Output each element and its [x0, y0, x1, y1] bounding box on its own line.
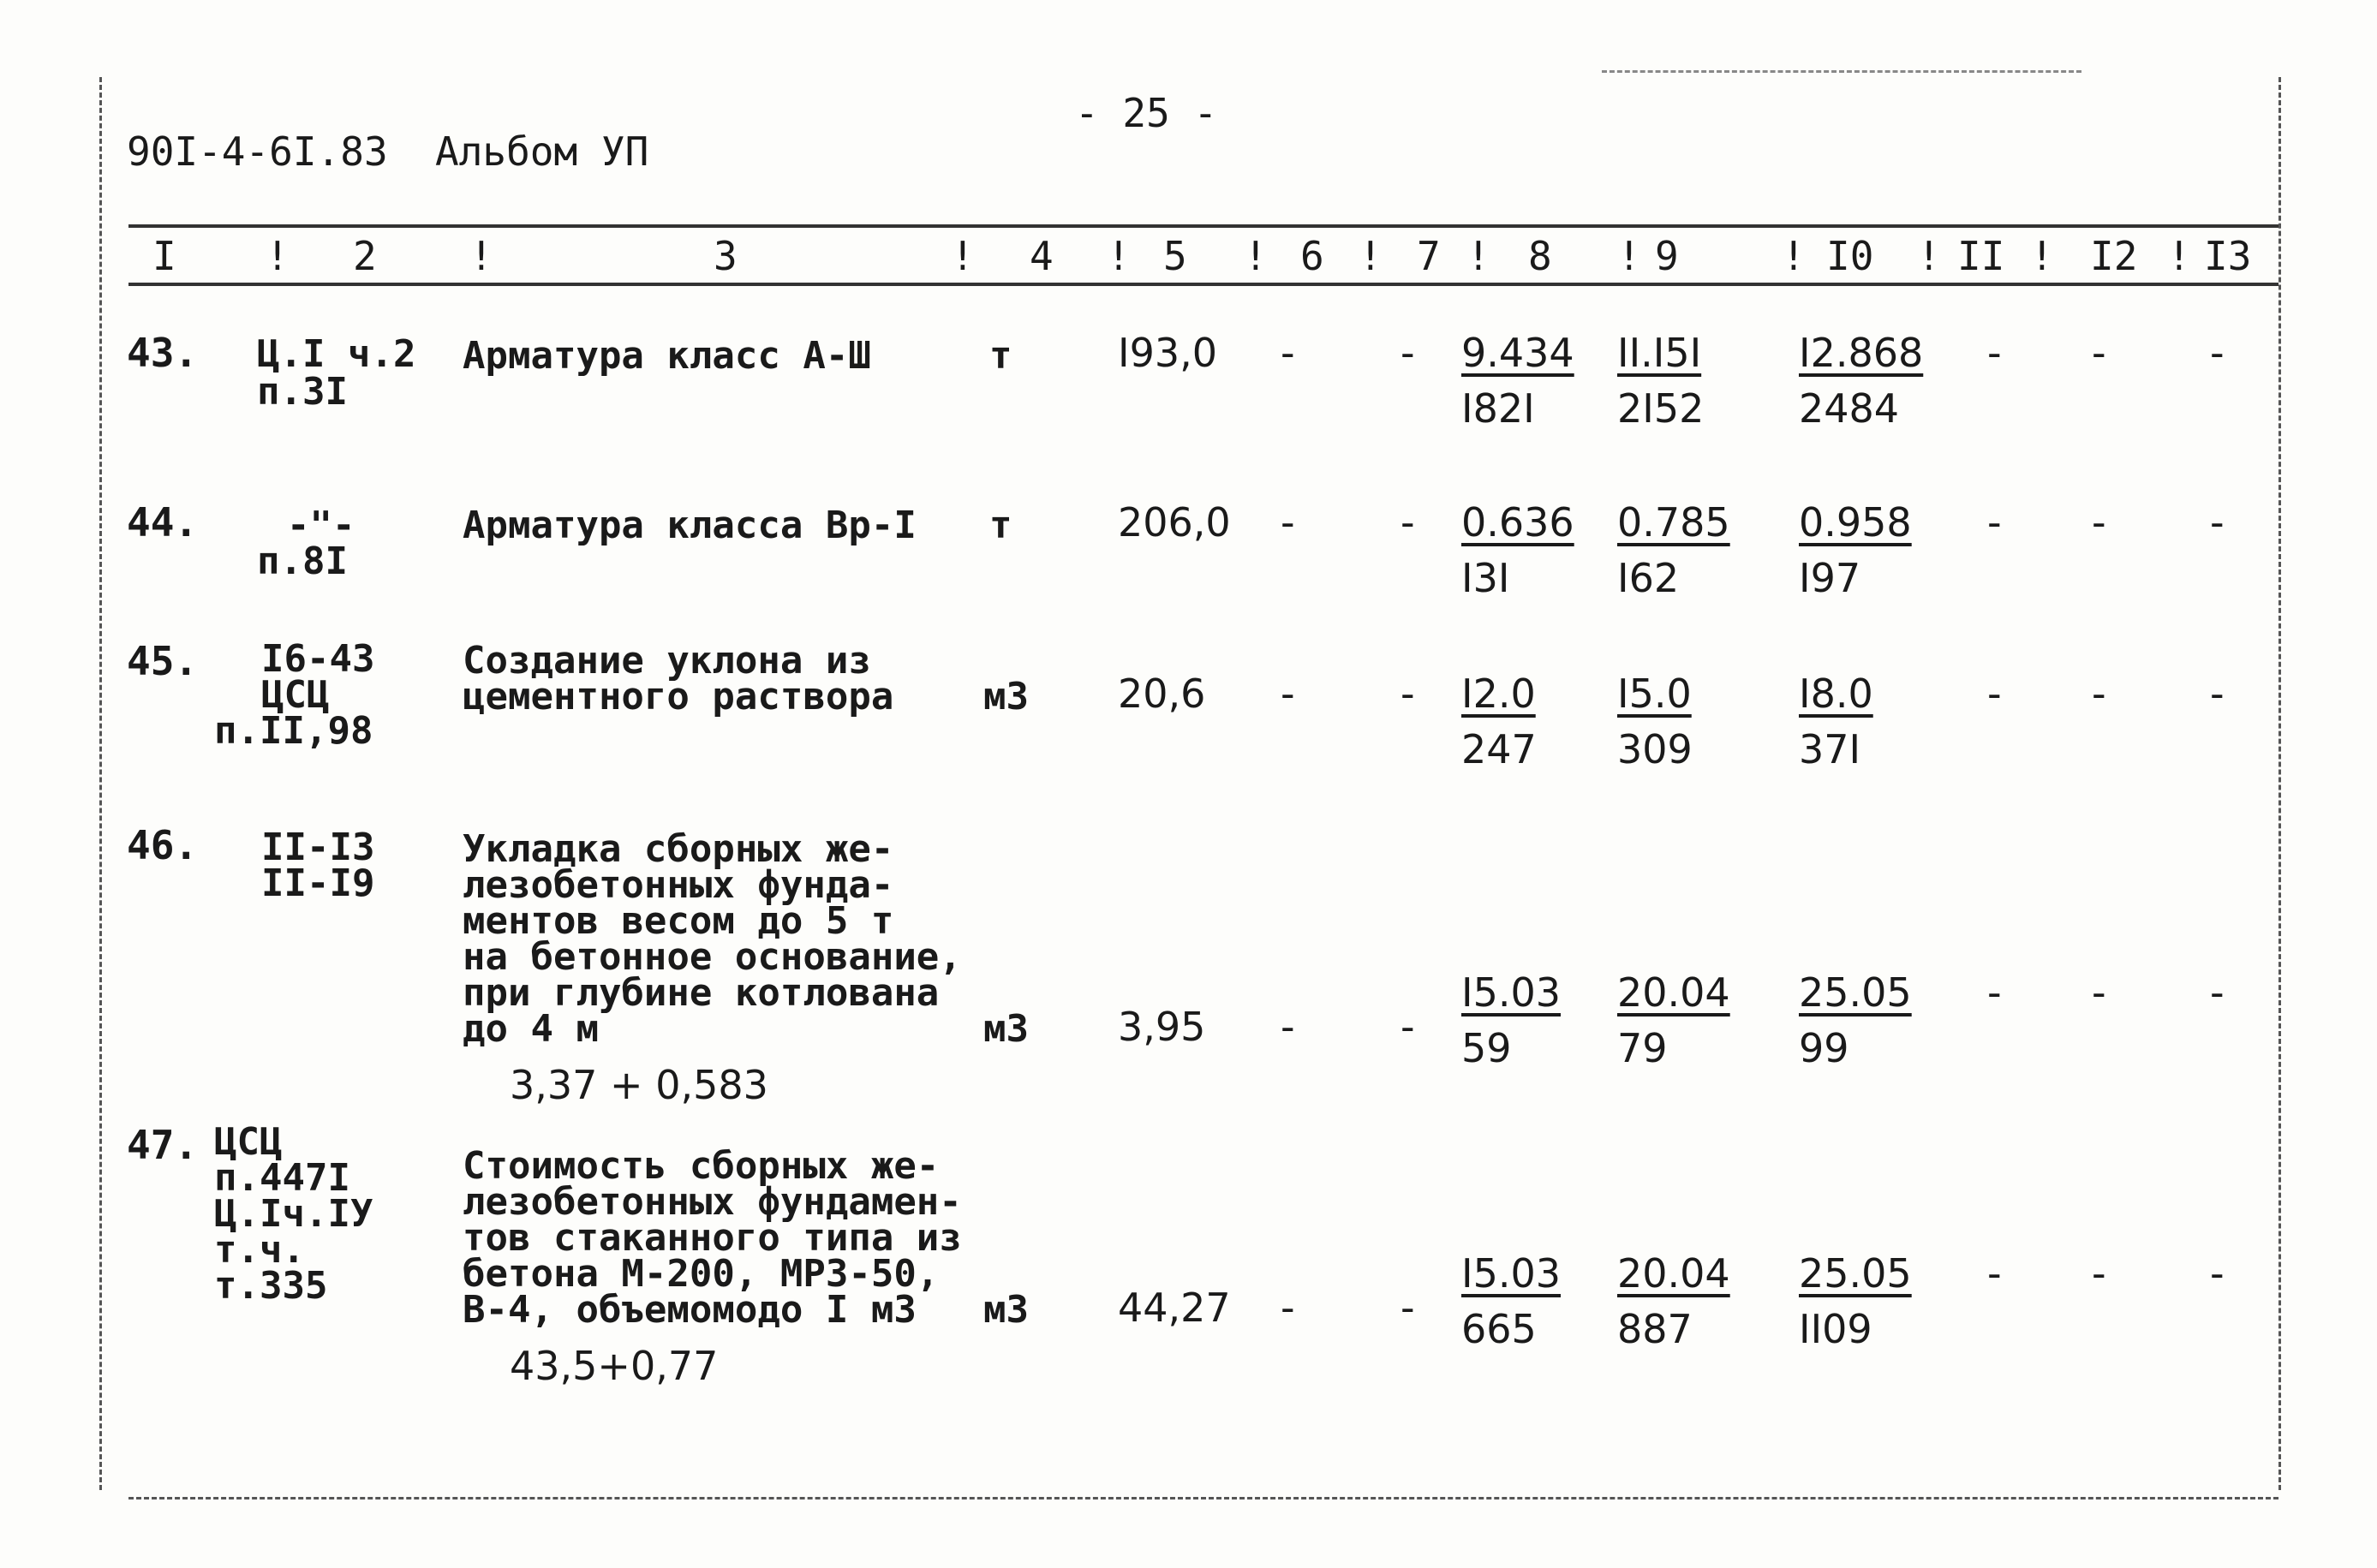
row-quantity: 3,95 — [1118, 1004, 1206, 1050]
col-divider: ! — [951, 233, 975, 279]
col-header-10: I0 — [1826, 233, 1874, 279]
row-col10-sum: I97 — [1799, 555, 1861, 601]
col-divider: ! — [2030, 233, 2054, 279]
row-unit: м3 — [983, 1288, 1029, 1332]
row-col10-sum: II09 — [1799, 1306, 1872, 1352]
row-ref-line: Ц.Iч.IУ — [214, 1192, 373, 1236]
row-col6: - — [1281, 671, 1295, 717]
row-ref-line: ЦСЦ — [261, 673, 330, 717]
row-col9-sum: 309 — [1617, 726, 1693, 772]
row-formula: 3,37 + 0,583 — [510, 1062, 768, 1108]
row-description-line: ментов весом до 5 т — [463, 899, 894, 943]
row-col12: - — [2092, 1250, 2106, 1297]
col-divider: ! — [1244, 233, 1268, 279]
row-quantity: 206,0 — [1118, 499, 1231, 546]
row-col11: - — [1987, 499, 2002, 546]
row-col11: - — [1987, 330, 2002, 376]
col-header-3: 3 — [714, 233, 738, 279]
row-unit: т — [989, 504, 1012, 547]
row-col13: - — [2210, 671, 2225, 717]
row-col13: - — [2210, 499, 2225, 546]
row-ref-line: п.II,98 — [214, 709, 373, 753]
row-ref-line: п.8I — [257, 540, 348, 583]
row-description-line: Стоимость сборных же- — [463, 1144, 940, 1188]
row-quantity: 44,27 — [1118, 1285, 1231, 1331]
row-col8-value: I5.03 — [1461, 969, 1561, 1016]
row-number: 43. — [127, 330, 199, 376]
row-col6: - — [1281, 1285, 1295, 1331]
row-col8-sum: I82I — [1461, 385, 1535, 432]
col-divider: ! — [1782, 233, 1806, 279]
page-number: - 25 - — [1075, 90, 1218, 136]
row-description-line: до 4 м — [463, 1007, 599, 1051]
row-col12: - — [2092, 330, 2106, 376]
row-ref-line: II-I9 — [261, 862, 375, 905]
col-divider: ! — [469, 233, 493, 279]
row-col9-value: 0.785 — [1617, 499, 1730, 546]
row-number: 47. — [127, 1122, 199, 1168]
row-col6: - — [1281, 330, 1295, 376]
row-ref-line: п.3I — [257, 370, 348, 414]
row-description-line: при глубине котлована — [463, 971, 940, 1015]
row-unit: м3 — [983, 1007, 1029, 1051]
album-label: Альбом УП — [435, 128, 649, 175]
row-col10-sum: 2484 — [1799, 385, 1900, 432]
row-col10-value: I8.0 — [1799, 671, 1873, 717]
row-col12: - — [2092, 671, 2106, 717]
row-col7: - — [1401, 330, 1415, 376]
bottom-border-line — [128, 1497, 2278, 1499]
col-header-13: I3 — [2204, 233, 2252, 279]
row-ref-line: п.447I — [214, 1156, 350, 1200]
row-col9-value: I5.0 — [1617, 671, 1692, 717]
row-col11: - — [1987, 969, 2002, 1016]
row-col8-sum: 665 — [1461, 1306, 1537, 1352]
row-col9-value: 20.04 — [1617, 1250, 1730, 1297]
row-quantity: I93,0 — [1118, 330, 1217, 376]
row-ref-line: ЦСЦ — [214, 1120, 283, 1164]
row-number: 45. — [127, 638, 199, 684]
col-divider: ! — [1107, 233, 1131, 279]
row-col8-sum: 59 — [1461, 1025, 1512, 1071]
row-quantity: 20,6 — [1118, 671, 1206, 717]
row-col7: - — [1401, 671, 1415, 717]
row-col10-value: 25.05 — [1799, 1250, 1912, 1297]
row-col8-value: I5.03 — [1461, 1250, 1561, 1297]
row-col12: - — [2092, 969, 2106, 1016]
col-header-1: I — [152, 233, 176, 279]
row-description-line: Создание уклона из — [463, 639, 871, 683]
row-col9-sum: 887 — [1617, 1306, 1693, 1352]
right-margin-line — [2278, 77, 2281, 1490]
row-col10-value: 0.958 — [1799, 499, 1912, 546]
row-ref-line: II-I3 — [261, 826, 375, 869]
row-unit: т — [989, 334, 1012, 378]
row-col11: - — [1987, 671, 2002, 717]
col-header-5: 5 — [1163, 233, 1187, 279]
row-ref-line: -"- — [287, 504, 355, 547]
row-number: 46. — [127, 822, 199, 868]
row-description-line: Арматура класса Вр-I — [463, 504, 917, 547]
row-col7: - — [1401, 499, 1415, 546]
table-header-bottom-line — [128, 283, 2278, 286]
col-header-6: 6 — [1300, 233, 1324, 279]
row-col8-value: 9.434 — [1461, 330, 1574, 376]
left-margin-line — [99, 77, 102, 1490]
row-col7: - — [1401, 1285, 1415, 1331]
row-formula: 43,5+0,77 — [510, 1343, 719, 1389]
col-header-7: 7 — [1417, 233, 1441, 279]
doc-code: 90I-4-6I.83 — [127, 128, 388, 175]
row-description-line: на бетонное основание, — [463, 935, 962, 979]
col-header-4: 4 — [1030, 233, 1054, 279]
row-unit: м3 — [983, 675, 1029, 718]
row-ref-line: I6-43 — [261, 637, 375, 681]
row-col13: - — [2210, 1250, 2225, 1297]
col-header-11: II — [1957, 233, 2005, 279]
row-col13: - — [2210, 330, 2225, 376]
document-code — [127, 128, 648, 175]
row-col8-value: 0.636 — [1461, 499, 1574, 546]
row-ref-line: Ц.I ч.2 — [257, 332, 416, 376]
row-col8-sum: I3I — [1461, 555, 1510, 601]
col-divider: ! — [266, 233, 290, 279]
col-divider: ! — [1466, 233, 1490, 279]
row-col10-sum: 99 — [1799, 1025, 1849, 1071]
top-dashes — [1602, 70, 2081, 73]
row-col9-sum: 2I52 — [1617, 385, 1705, 432]
row-ref-line: т.ч. — [214, 1228, 305, 1272]
row-col6: - — [1281, 1004, 1295, 1050]
row-description-line: Арматура класс А-Ш — [463, 334, 871, 378]
col-header-9: 9 — [1655, 233, 1679, 279]
col-divider: ! — [2167, 233, 2191, 279]
row-col8-value: I2.0 — [1461, 671, 1536, 717]
row-col10-sum: 37I — [1799, 726, 1861, 772]
col-header-8: 8 — [1528, 233, 1552, 279]
table-header-top-line — [128, 224, 2278, 228]
row-description-line: бетона М-200, МРЗ-50, — [463, 1252, 940, 1296]
row-description-line: лезобетонных фундамен- — [463, 1180, 962, 1224]
col-divider: ! — [1617, 233, 1641, 279]
row-col11: - — [1987, 1250, 2002, 1297]
row-col9-sum: 79 — [1617, 1025, 1668, 1071]
row-col9-value: II.I5I — [1617, 330, 1702, 376]
row-col9-sum: I62 — [1617, 555, 1680, 601]
row-col10-value: 25.05 — [1799, 969, 1912, 1016]
col-header-12: I2 — [2090, 233, 2138, 279]
row-description-line: лезобетонных фунда- — [463, 863, 894, 907]
row-col9-value: 20.04 — [1617, 969, 1730, 1016]
row-col8-sum: 247 — [1461, 726, 1537, 772]
col-header-2: 2 — [353, 233, 377, 279]
row-col6: - — [1281, 499, 1295, 546]
row-col12: - — [2092, 499, 2106, 546]
row-description-line: цементного раствора — [463, 675, 894, 718]
row-col7: - — [1401, 1004, 1415, 1050]
col-divider: ! — [1917, 233, 1941, 279]
row-col10-value: I2.868 — [1799, 330, 1924, 376]
col-divider: ! — [1359, 233, 1383, 279]
row-ref-line: т.335 — [214, 1264, 328, 1308]
row-description-line: Укладка сборных же- — [463, 827, 894, 871]
row-col13: - — [2210, 969, 2225, 1016]
row-number: 44. — [127, 499, 199, 546]
row-description-line: тов стаканного типа из — [463, 1216, 962, 1260]
row-description-line: В-4, объемомодо I м3 — [463, 1288, 917, 1332]
